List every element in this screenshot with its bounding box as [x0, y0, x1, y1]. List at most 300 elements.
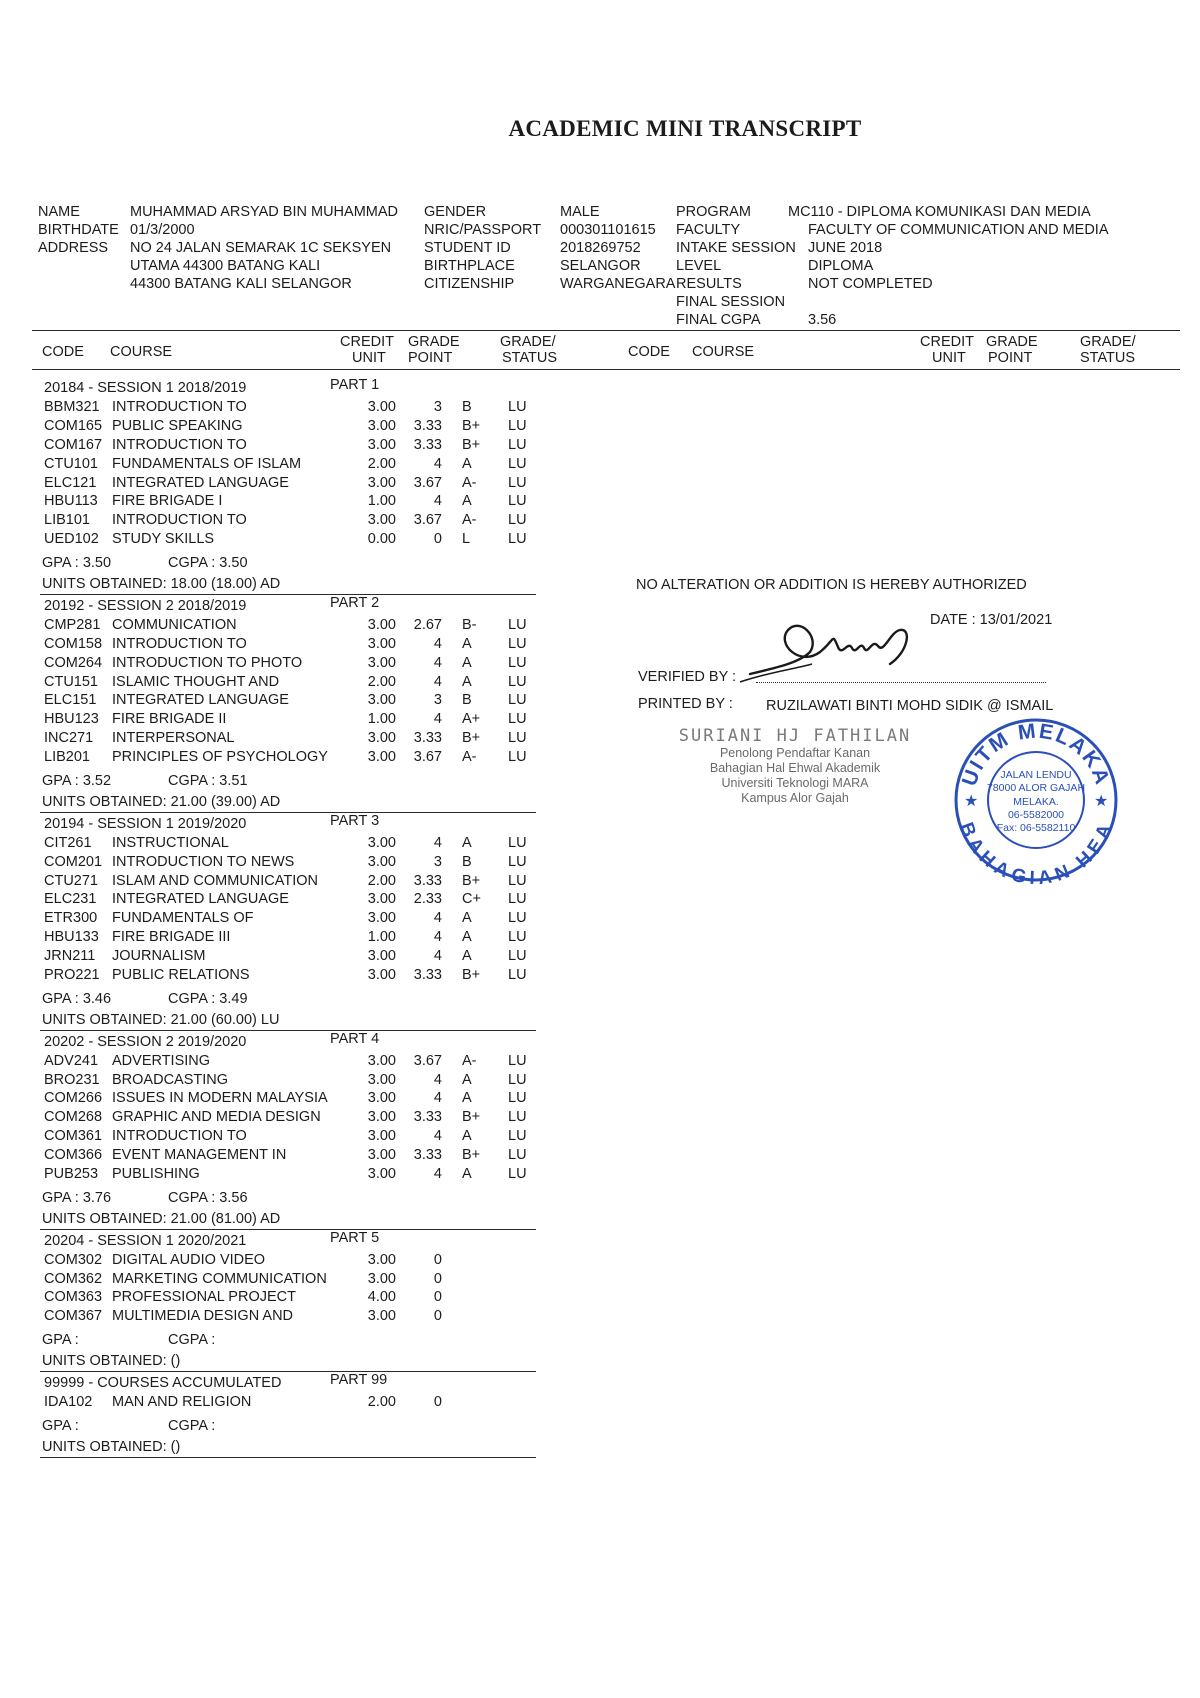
- grade-status: LU: [508, 967, 527, 983]
- grade: A: [462, 1128, 472, 1145]
- address-label: ADDRESS: [38, 240, 109, 256]
- grade-status: LU: [508, 872, 527, 889]
- grade-status: LU: [508, 692, 527, 709]
- intake-value: JUNE 2018: [808, 240, 883, 256]
- col-grade-point: POINT: [408, 350, 453, 366]
- grade-point: 3.33: [413, 1109, 442, 1126]
- course-code: CTU101: [44, 455, 98, 472]
- grade-point: 0: [433, 531, 442, 548]
- grade-point: 2.67: [413, 616, 442, 633]
- grade: B+: [462, 967, 481, 983]
- header-bottom-rule: [32, 369, 1180, 370]
- session-header: 20194 - SESSION 1 2019/2020: [44, 815, 247, 832]
- grade: A: [462, 455, 472, 472]
- header-top-rule: [32, 330, 1180, 331]
- course-title: FIRE BRIGADE I: [112, 493, 223, 510]
- grade-point: 0: [433, 1308, 442, 1325]
- course-title: MULTIMEDIA DESIGN AND: [112, 1308, 294, 1325]
- course-title: INTRODUCTION TO PHOTO: [112, 654, 303, 671]
- faculty-label: FACULTY: [676, 222, 741, 238]
- course-title: EVENT MANAGEMENT IN: [112, 1147, 287, 1164]
- session-cgpa: CGPA : 3.50: [168, 555, 248, 572]
- grade: B+: [462, 436, 481, 453]
- course-code: COM367: [44, 1308, 103, 1325]
- grade-point: 3.67: [413, 474, 442, 491]
- credit-unit: 4.00: [367, 1289, 396, 1306]
- session-part: PART 5: [330, 1229, 380, 1246]
- session-part: PART 2: [330, 594, 380, 611]
- program-label: PROGRAM: [676, 204, 751, 220]
- grade-status: LU: [508, 673, 527, 690]
- course-title: INTEGRATED LANGUAGE: [112, 692, 289, 709]
- student-id-label: STUDENT ID: [424, 240, 511, 256]
- course-code: COM167: [44, 436, 103, 453]
- credit-unit: 3.00: [367, 1308, 396, 1325]
- grade-point: 3.33: [413, 872, 442, 889]
- col-credit-unit-right: UNIT: [932, 350, 966, 366]
- student-id-value: 2018269752: [560, 240, 641, 256]
- birthplace-value: SELANGOR: [560, 258, 641, 274]
- col-credit: CREDIT: [340, 334, 394, 350]
- verified-by-line: [756, 666, 1046, 683]
- grade-point: 4: [433, 711, 442, 728]
- credit-unit: 3.00: [367, 654, 396, 671]
- grade: B+: [462, 1147, 481, 1164]
- course-title: PUBLIC RELATIONS: [112, 967, 250, 983]
- credit-unit: 3.00: [367, 417, 396, 434]
- grade: L: [462, 531, 471, 548]
- grade-status: LU: [508, 730, 527, 747]
- session-rule: [40, 1371, 536, 1372]
- printed-by-name: RUZILAWATI BINTI MOHD SIDIK @ ISMAIL: [766, 698, 1054, 714]
- grade-point: 0: [433, 1289, 442, 1306]
- session-gpa: GPA : 3.52: [42, 773, 112, 789]
- grade: B+: [462, 730, 481, 747]
- grade-point: 4: [433, 673, 442, 690]
- credit-unit: 3.00: [367, 891, 396, 908]
- nric-value: 000301101615: [560, 222, 656, 238]
- session-gpa: GPA : 3.46: [42, 990, 112, 1007]
- grade: A: [462, 929, 472, 946]
- grade: A: [462, 635, 472, 652]
- grade-status: LU: [508, 616, 527, 633]
- grade: A: [462, 673, 472, 690]
- course-code: HBU133: [44, 929, 99, 946]
- credit-unit: 3.00: [367, 1128, 396, 1145]
- units-obtained: UNITS OBTAINED: 18.00 (18.00) AD: [42, 576, 281, 592]
- grade-status: LU: [508, 834, 527, 851]
- course-title: JOURNALISM: [112, 948, 206, 965]
- course-title: BROADCASTING: [112, 1071, 229, 1088]
- course-code: CTU151: [44, 673, 98, 690]
- page-title: ACADEMIC MINI TRANSCRIPT: [508, 116, 862, 141]
- course-code: ELC231: [44, 891, 97, 908]
- col-credit-right: CREDIT: [920, 334, 974, 350]
- grade-status: LU: [508, 1052, 527, 1069]
- session-rule: [40, 594, 536, 595]
- course-title: MAN AND RELIGION: [112, 1393, 252, 1410]
- birthdate-label: BIRTHDATE: [38, 222, 119, 238]
- grade-status: LU: [508, 1071, 527, 1088]
- course-title: INTRODUCTION TO: [112, 398, 247, 415]
- course-code: HBU123: [44, 711, 99, 728]
- course-title: INTRODUCTION TO: [112, 1128, 247, 1145]
- credit-unit: 3.00: [367, 730, 396, 747]
- address-line-1: NO 24 JALAN SEMARAK 1C SEKSYEN: [130, 240, 392, 256]
- session-rule: [40, 1229, 536, 1230]
- credit-unit: 3.00: [367, 1166, 396, 1182]
- grade: B+: [462, 1109, 481, 1126]
- course-code: COM158: [44, 635, 103, 652]
- course-title: FUNDAMENTALS OF: [112, 910, 254, 927]
- grade-point: 4: [433, 1128, 442, 1145]
- seal-inner-5: Fax: 06-5582110: [996, 822, 1076, 834]
- grade: A: [462, 493, 472, 510]
- course-title: PROFESSIONAL PROJECT: [112, 1289, 296, 1306]
- course-code: CMP281: [44, 616, 101, 633]
- grade: A-: [462, 1052, 477, 1069]
- course-title: STUDY SKILLS: [112, 531, 215, 548]
- course-code: COM302: [44, 1251, 103, 1268]
- grade: B: [462, 853, 472, 870]
- citizenship-label: CITIZENSHIP: [424, 276, 515, 292]
- col-course: COURSE: [110, 344, 173, 360]
- final-cgpa-value: 3.56: [808, 312, 837, 328]
- grade-point: 3.67: [413, 749, 442, 766]
- units-obtained: UNITS OBTAINED: 21.00 (81.00) AD: [42, 1210, 281, 1227]
- course-code: CTU271: [44, 872, 98, 889]
- officer-campus: Kampus Alor Gajah: [741, 791, 849, 805]
- course-title: INTERPERSONAL: [112, 730, 235, 747]
- grade-point: 3.33: [413, 730, 442, 747]
- grade: B+: [462, 417, 481, 434]
- gender-label: GENDER: [424, 204, 487, 220]
- course-code: COM363: [44, 1289, 103, 1306]
- session-gpa: GPA : 3.76: [42, 1189, 112, 1206]
- units-obtained: UNITS OBTAINED: (): [42, 1353, 181, 1370]
- grade-status: LU: [508, 948, 527, 965]
- final-cgpa-label: FINAL CGPA: [676, 312, 761, 328]
- course-title: GRAPHIC AND MEDIA DESIGN: [112, 1109, 321, 1126]
- grade: B+: [462, 872, 481, 889]
- course-code: CIT261: [44, 834, 92, 851]
- seal-inner-1: JALAN LENDU: [1000, 769, 1072, 781]
- seal-bottom-text: BAHAGIAN HEA: [955, 819, 1117, 884]
- grade-point: 3: [433, 853, 442, 870]
- grade-point: 3.67: [413, 1052, 442, 1069]
- credit-unit: 3.00: [367, 1251, 396, 1268]
- credit-unit: 2.00: [367, 1393, 396, 1410]
- grade-point: 0: [433, 1270, 442, 1287]
- grade-point: 4: [433, 910, 442, 927]
- officer-title: Penolong Pendaftar Kanan: [719, 746, 871, 760]
- session-gpa: GPA : 3.50: [42, 555, 112, 572]
- name-value: MUHAMMAD ARSYAD BIN MUHAMMAD: [130, 204, 398, 220]
- credit-unit: 3.00: [367, 474, 396, 491]
- credit-unit: 3.00: [367, 948, 396, 965]
- officer-name: SURIANI HJ FATHILAN: [678, 726, 912, 746]
- course-title: FIRE BRIGADE III: [112, 929, 231, 946]
- col-grade: GRADE: [408, 334, 460, 350]
- credit-unit: 3.00: [367, 398, 396, 415]
- course-title: DIGITAL AUDIO VIDEO: [112, 1251, 266, 1268]
- grade: A-: [462, 474, 477, 491]
- grade: A: [462, 948, 472, 965]
- session-rule: [40, 1457, 536, 1458]
- col-grade-slash: GRADE/: [500, 334, 556, 350]
- grade: B-: [462, 616, 477, 633]
- officer-university: Universiti Teknologi MARA: [721, 776, 869, 790]
- credit-unit: 3.00: [367, 910, 396, 927]
- credit-unit: 3.00: [367, 1052, 396, 1069]
- session-gpa: GPA :: [42, 1332, 79, 1349]
- course-code: ETR300: [44, 910, 98, 927]
- credit-unit: 1.00: [367, 711, 396, 728]
- grade-point: 3.33: [413, 1147, 442, 1164]
- seal-inner-4: 06-5582000: [1007, 809, 1065, 821]
- grade-status: LU: [508, 474, 527, 491]
- grade-status: LU: [508, 398, 527, 415]
- credit-unit: 3.00: [367, 749, 396, 766]
- course-code: BRO231: [44, 1071, 100, 1088]
- course-code: ADV241: [44, 1052, 99, 1069]
- course-title: INSTRUCTIONAL: [112, 834, 229, 851]
- course-title: INTEGRATED LANGUAGE: [112, 474, 289, 491]
- course-code: COM366: [44, 1147, 103, 1164]
- course-title: MARKETING COMMUNICATION: [112, 1270, 327, 1287]
- session-part: PART 4: [330, 1030, 380, 1047]
- col-code-right: CODE: [628, 344, 670, 360]
- credit-unit: 3.00: [367, 853, 396, 870]
- grade: B: [462, 692, 472, 709]
- grade: A+: [462, 711, 481, 728]
- course-title: INTRODUCTION TO: [112, 512, 247, 529]
- course-title: INTRODUCTION TO: [112, 635, 247, 652]
- credit-unit: 3.00: [367, 834, 396, 851]
- session-part: PART 3: [330, 812, 380, 829]
- seal-inner-2: 78000 ALOR GAJAH: [986, 782, 1086, 794]
- course-code: COM268: [44, 1109, 103, 1126]
- session-cgpa: CGPA : 3.49: [168, 990, 248, 1007]
- course-title: PUBLISHING: [112, 1166, 200, 1182]
- grade-status: LU: [508, 455, 527, 472]
- course-code: BBM321: [44, 398, 100, 415]
- credit-unit: 2.00: [367, 673, 396, 690]
- session-gpa: GPA :: [42, 1417, 79, 1434]
- course-code: COM165: [44, 417, 103, 434]
- level-value: DIPLOMA: [808, 258, 874, 274]
- session-cgpa: CGPA :: [168, 1417, 216, 1434]
- session-header: 20204 - SESSION 1 2020/2021: [44, 1232, 247, 1249]
- units-obtained: UNITS OBTAINED: 21.00 (39.00) AD: [42, 793, 281, 810]
- session-cgpa: CGPA : 3.51: [168, 773, 248, 789]
- grade-point: 4: [433, 1071, 442, 1088]
- seal-inner-3: MELAKA.: [1013, 796, 1059, 808]
- seal-star-right-icon: ★: [1094, 791, 1109, 810]
- officer-division: Bahagian Hal Ehwal Akademik: [709, 761, 881, 775]
- session-cgpa: CGPA : 3.56: [168, 1189, 248, 1206]
- session-part: PART 1: [330, 377, 380, 393]
- grade-status: LU: [508, 512, 527, 529]
- course-title: ISLAM AND COMMUNICATION: [112, 872, 318, 889]
- grade-status: LU: [508, 1166, 527, 1182]
- grade-point: 3.33: [413, 967, 442, 983]
- address-line-2: UTAMA 44300 BATANG KALI: [130, 258, 321, 274]
- grade-point: 4: [433, 635, 442, 652]
- credit-unit: 1.00: [367, 493, 396, 510]
- intake-label: INTAKE SESSION: [676, 240, 796, 256]
- course-code: LIB101: [44, 512, 90, 529]
- verified-by-label: VERIFIED BY :: [638, 669, 737, 685]
- credit-unit: 3.00: [367, 1147, 396, 1164]
- grade-point: 0: [433, 1393, 442, 1410]
- course-code: JRN211: [44, 948, 96, 965]
- nric-label: NRIC/PASSPORT: [424, 222, 542, 238]
- col-grade-right: GRADE: [986, 334, 1038, 350]
- level-label: LEVEL: [676, 258, 722, 274]
- grade-point: 3.33: [413, 417, 442, 434]
- credit-unit: 3.00: [367, 436, 396, 453]
- grade-point: 4: [433, 834, 442, 851]
- grade-point: 3.33: [413, 436, 442, 453]
- grade-status: LU: [508, 891, 527, 908]
- course-code: COM361: [44, 1128, 103, 1145]
- credit-unit: 3.00: [367, 635, 396, 652]
- credit-unit: 3.00: [367, 1071, 396, 1088]
- alteration-notice: NO ALTERATION OR ADDITION IS HEREBY AUTHORIZED: [636, 577, 1027, 593]
- course-code: UED102: [44, 531, 99, 548]
- course-code: PUB253: [44, 1166, 99, 1182]
- grade: A: [462, 1166, 472, 1182]
- grade: C+: [462, 891, 481, 908]
- units-obtained: UNITS OBTAINED: (): [42, 1438, 181, 1455]
- grade: A: [462, 1090, 472, 1107]
- results-value: NOT COMPLETED: [808, 276, 933, 292]
- course-title: ISSUES IN MODERN MALAYSIA: [112, 1090, 328, 1107]
- course-title: PRINCIPLES OF PSYCHOLOGY: [112, 749, 328, 766]
- printed-by-label: PRINTED BY :: [638, 696, 733, 712]
- units-obtained: UNITS OBTAINED: 21.00 (60.00) LU: [42, 1011, 280, 1028]
- grade-status: LU: [508, 493, 527, 510]
- final-session-label: FINAL SESSION: [676, 294, 786, 310]
- course-code: LIB201: [44, 749, 90, 766]
- course-code: IDA102: [44, 1393, 93, 1410]
- course-title: ADVERTISING: [112, 1052, 211, 1069]
- course-code: ELC151: [44, 692, 97, 709]
- course-title: PUBLIC SPEAKING: [112, 417, 243, 434]
- col-status-right: STATUS: [1080, 350, 1136, 366]
- address-line-3: 44300 BATANG KALI SELANGOR: [130, 276, 352, 292]
- session-header: 20192 - SESSION 2 2018/2019: [44, 597, 247, 614]
- credit-unit: 3.00: [367, 967, 396, 983]
- grade: A: [462, 910, 472, 927]
- grade: B: [462, 398, 472, 415]
- session-rule: [40, 812, 536, 813]
- course-code: COM201: [44, 853, 103, 870]
- session-part: PART 99: [330, 1372, 388, 1388]
- course-code: ELC121: [44, 474, 97, 491]
- credit-unit: 0.00: [367, 531, 396, 548]
- grade-status: LU: [508, 654, 527, 671]
- program-value: MC110 - DIPLOMA KOMUNIKASI DAN MEDIA: [788, 204, 1091, 220]
- credit-unit: 3.00: [367, 692, 396, 709]
- grade-status: LU: [508, 1109, 527, 1126]
- grade-status: LU: [508, 711, 527, 728]
- credit-unit: 2.00: [367, 455, 396, 472]
- citizenship-value: WARGANEGARA: [560, 276, 676, 292]
- course-title: COMMUNICATION: [112, 616, 237, 633]
- course-code: COM266: [44, 1090, 103, 1107]
- credit-unit: 3.00: [367, 616, 396, 633]
- course-title: INTRODUCTION TO NEWS: [112, 853, 295, 870]
- credit-unit: 3.00: [367, 1109, 396, 1126]
- course-code: COM362: [44, 1270, 103, 1287]
- col-status: STATUS: [502, 350, 558, 366]
- credit-unit: 2.00: [367, 872, 396, 889]
- officer-stamp: [650, 726, 940, 806]
- col-credit-unit: UNIT: [352, 350, 386, 366]
- grade: A: [462, 1071, 472, 1088]
- grade-status: LU: [508, 929, 527, 946]
- grade-point: 2.33: [413, 891, 442, 908]
- credit-unit: 3.00: [367, 512, 396, 529]
- credit-unit: 3.00: [367, 1270, 396, 1287]
- grade-status: LU: [508, 749, 527, 766]
- grade-status: LU: [508, 910, 527, 927]
- grade-point: 3: [433, 692, 442, 709]
- course-title: INTRODUCTION TO: [112, 436, 247, 453]
- grade-status: LU: [508, 1128, 527, 1145]
- course-title: ISLAMIC THOUGHT AND: [112, 673, 280, 690]
- grade-point: 0: [433, 1251, 442, 1268]
- gender-value: MALE: [560, 204, 600, 220]
- grade-point: 4: [433, 493, 442, 510]
- col-course-right: COURSE: [692, 344, 755, 360]
- session-rule: [40, 1030, 536, 1031]
- session-header: 99999 - COURSES ACCUMULATED: [44, 1375, 282, 1391]
- grade-status: LU: [508, 531, 527, 548]
- grade-point: 4: [433, 948, 442, 965]
- col-code: CODE: [42, 344, 84, 360]
- official-seal: [952, 716, 1120, 884]
- grade-point: 4: [433, 929, 442, 946]
- seal-top-text: UITM MELAKA: [957, 719, 1115, 789]
- grade-point: 4: [433, 1166, 442, 1182]
- birthplace-label: BIRTHPLACE: [424, 258, 515, 274]
- course-code: COM264: [44, 654, 103, 671]
- grade-point: 3: [433, 398, 442, 415]
- col-grade-point-right: POINT: [988, 350, 1033, 366]
- grade-status: LU: [508, 635, 527, 652]
- grade-point: 3.67: [413, 512, 442, 529]
- course-code: HBU113: [44, 493, 98, 510]
- grade-point: 4: [433, 1090, 442, 1107]
- grade: A: [462, 654, 472, 671]
- issue-date: DATE : 13/01/2021: [930, 612, 1053, 628]
- course-title: INTEGRATED LANGUAGE: [112, 891, 289, 908]
- course-code: PRO221: [44, 967, 100, 983]
- results-label: RESULTS: [676, 276, 742, 292]
- grade-status: LU: [508, 436, 527, 453]
- grade: A-: [462, 749, 477, 766]
- session-header: 20202 - SESSION 2 2019/2020: [44, 1033, 247, 1050]
- seal-star-left-icon: ★: [964, 791, 979, 810]
- grade: A-: [462, 512, 477, 529]
- faculty-value: FACULTY OF COMMUNICATION AND MEDIA: [808, 222, 1109, 238]
- name-label: NAME: [38, 204, 80, 220]
- credit-unit: 3.00: [367, 1090, 396, 1107]
- grade-status: LU: [508, 417, 527, 434]
